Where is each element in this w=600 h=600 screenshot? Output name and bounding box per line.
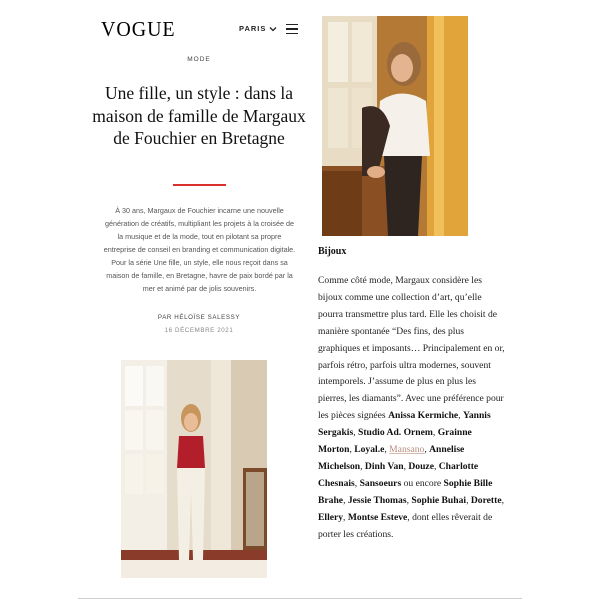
publish-date: 16 DÉCEMBRE 2021 — [164, 327, 234, 334]
menu-bar — [286, 33, 298, 34]
body-text: , — [343, 494, 348, 506]
brand-name: Sophie Bille Brahe — [318, 477, 493, 506]
chevron-down-icon — [269, 26, 277, 32]
body-text: Comme côté mode, Margaux considère les bijoux comme une collection d’art, qu’elle pourra transmettre plus tard. Elle les choisit de manière spontanée “Des fins, des plus graphiques et imposants… Principalement en or, parfois rétro, parfois ultra modernes, souvent intemporels. J’assume de plus en plus les pierres, les diamants”. Avec une préférence pour les pièces signées — [318, 275, 505, 422]
menu-bar — [286, 28, 298, 29]
brand-name: Sophie Buhai — [411, 494, 467, 506]
vogue-logo[interactable]: VOGUE — [101, 17, 176, 41]
brand-name: Charlotte Chesnais — [318, 460, 479, 489]
body-text: , — [458, 410, 463, 422]
body-text: , — [353, 427, 358, 439]
brand-name: Annelise Michelson — [318, 444, 465, 472]
byline[interactable]: PAR HÉLOÏSE SALESSY — [157, 314, 241, 321]
body-text: , — [406, 494, 412, 506]
body-text: , — [501, 494, 504, 506]
brand-name: Loyal.e — [354, 444, 385, 456]
body-text: , — [424, 444, 430, 456]
brand-name: Dinh Van — [364, 460, 404, 472]
body-text: , — [432, 427, 438, 439]
headline-divider — [173, 184, 226, 186]
brand-name: Douze — [408, 460, 434, 472]
body-text: , — [343, 511, 348, 523]
brand-name: Sansoeurs — [359, 477, 402, 489]
body-text: , — [354, 477, 360, 489]
brand-link-mansano[interactable]: Mansano — [389, 444, 425, 456]
body-text: , — [349, 444, 355, 456]
edition-selector[interactable] — [239, 24, 277, 33]
brand-name: Grainne Morton — [318, 427, 472, 456]
brand-name: Yannis Sergakis — [318, 410, 491, 439]
body-text: , — [433, 460, 439, 472]
section-subhead: Bijoux — [318, 246, 347, 257]
brand-name: Dorette — [470, 494, 502, 506]
body-text: , — [403, 460, 409, 472]
portrait-photo-seated — [322, 16, 468, 236]
brand-name: Jessie Thomas — [347, 494, 407, 506]
body-text: ou encore — [401, 477, 444, 489]
brand-name: Montse Esteve — [347, 511, 408, 523]
article-intro: À 30 ans, Margaux de Fouchier incarne une nouvelle génération de créatifs, multipliant les projets à la croisée de la musique et de la mode, tout en pilotant sa propre entreprise de conseil en branding et communication digitale. Pour la série Une fille, un style, elle nous reçoit dans sa maison de famille, en Bretagne, havre de paix bordé par la mer et animé par de jolis souvenirs. — [103, 206, 296, 293]
section-label[interactable]: MODE — [187, 56, 211, 63]
brand-name: Anissa Kermiche — [388, 410, 459, 422]
body-paragraph — [318, 273, 506, 544]
article-headline: Une fille, un style : dans la maison de famille de Margaux de Fouchier en Bretagne — [92, 83, 306, 148]
body-text: , — [466, 494, 471, 506]
body-text: , — [384, 444, 390, 456]
edition-label: PARIS — [239, 24, 267, 33]
body-text: , dont elles rêverait de porter les créations. — [318, 511, 493, 540]
portrait-photo-standing — [121, 360, 267, 578]
brand-name: Studio Ad. Ornem — [357, 427, 433, 439]
brand-name: Ellery — [318, 511, 344, 523]
hamburger-menu-icon[interactable] — [286, 24, 298, 34]
footer-divider — [78, 598, 522, 599]
menu-bar — [286, 24, 298, 25]
body-text: , — [360, 460, 365, 472]
